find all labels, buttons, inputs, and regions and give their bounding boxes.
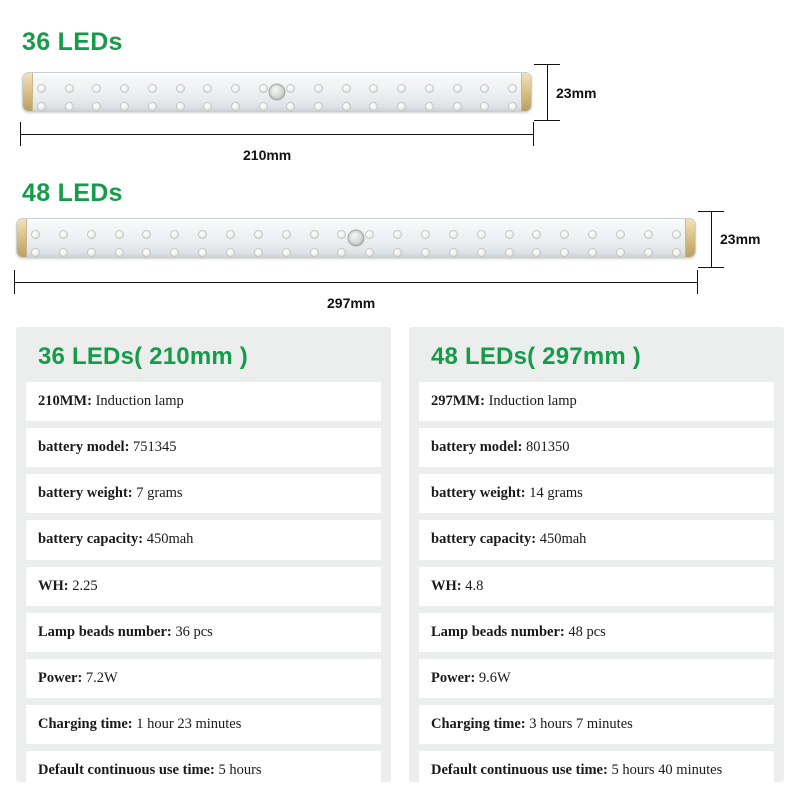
- diagram-title-36: 36 LEDs: [22, 28, 123, 56]
- length-dim-tick-right-48: [697, 270, 698, 294]
- spec-heading-36: 36 LEDs( 210mm ): [38, 343, 248, 370]
- led-dot: [203, 84, 212, 93]
- led-dot: [120, 84, 129, 93]
- led-dot: [365, 248, 374, 257]
- led-dot: [314, 102, 323, 111]
- length-dim-line-36: [20, 134, 534, 135]
- led-dot: [342, 102, 351, 111]
- led-dot: [31, 230, 40, 239]
- spec-row-value: 1 hour 23 minutes: [132, 715, 242, 732]
- spec-rows-48: [419, 382, 774, 790]
- spec-row-value: 9.6W: [475, 669, 511, 686]
- led-dot: [314, 84, 323, 93]
- spec-row-value: 801350: [522, 439, 570, 456]
- spec-rows-36: [26, 382, 381, 790]
- led-dot: [65, 102, 74, 111]
- spec-row-label: Charging time:: [431, 715, 526, 732]
- led-dot: [644, 248, 653, 257]
- spec-row: [26, 705, 381, 744]
- led-dot: [65, 84, 74, 93]
- spec-row-label: 210MM:: [38, 393, 92, 409]
- led-dot: [87, 248, 96, 257]
- led-dot: [198, 230, 207, 239]
- led-dot: [59, 230, 68, 239]
- led-dot: [92, 84, 101, 93]
- spec-row-value: 751345: [129, 439, 177, 456]
- led-dot: [282, 230, 291, 239]
- led-dot: [142, 248, 151, 257]
- led-dot: [508, 84, 517, 93]
- spec-row-label: Charging time:: [38, 715, 133, 732]
- led-dot: [254, 248, 263, 257]
- led-dot: [115, 230, 124, 239]
- led-dot: [369, 84, 378, 93]
- led-dot: [37, 102, 46, 111]
- spec-row: [419, 705, 774, 744]
- led-dot: [588, 230, 597, 239]
- led-dot: [449, 248, 458, 257]
- spec-row: [26, 428, 381, 467]
- led-dot: [421, 230, 430, 239]
- spec-row-label: WH:: [38, 577, 69, 594]
- led-dot: [588, 248, 597, 257]
- spec-row-label: battery capacity:: [431, 531, 537, 548]
- led-dot: [231, 102, 240, 111]
- spec-row: [26, 520, 381, 559]
- length-dim-tick-left-48: [14, 270, 15, 294]
- spec-panel-36: [16, 327, 391, 782]
- led-dot: [508, 102, 517, 111]
- led-dot: [421, 248, 430, 257]
- led-dot: [477, 230, 486, 239]
- led-dot: [92, 102, 101, 111]
- spec-row-value: 2.25: [68, 577, 98, 594]
- led-dot: [286, 102, 295, 111]
- spec-row: [26, 474, 381, 513]
- spec-row-label: WH:: [431, 577, 462, 594]
- length-dim-line-48: [14, 282, 698, 283]
- spec-row-value: 450mah: [536, 531, 587, 548]
- led-dot: [480, 84, 489, 93]
- led-dot: [226, 230, 235, 239]
- led-dot: [644, 230, 653, 239]
- spec-row: [419, 567, 774, 606]
- led-dot: [393, 248, 402, 257]
- motion-sensor-48: [348, 230, 365, 247]
- led-dot: [176, 84, 185, 93]
- length-dim-tick-left-36: [20, 122, 21, 146]
- led-dot: [505, 248, 514, 257]
- led-dot: [369, 102, 378, 111]
- spec-row-label: Lamp beads number:: [431, 623, 565, 640]
- height-label-48: 23mm: [720, 231, 761, 247]
- led-dot: [425, 102, 434, 111]
- led-dot: [449, 230, 458, 239]
- led-dot: [393, 230, 402, 239]
- spec-row-label: Default continuous use time:: [431, 762, 608, 778]
- lamp-bar-36: [22, 72, 532, 112]
- led-dot: [115, 248, 124, 257]
- led-dot: [37, 84, 46, 93]
- spec-row: [419, 613, 774, 652]
- led-dot: [310, 230, 319, 239]
- spec-row-value: Induction lamp: [484, 393, 577, 409]
- spec-row-value: Induction lamp: [91, 393, 184, 409]
- led-dot: [286, 84, 295, 93]
- led-dot: [532, 248, 541, 257]
- height-dim-tick-bottom-36: [534, 120, 560, 121]
- spec-row: [419, 520, 774, 559]
- spec-row-label: battery model:: [38, 439, 130, 456]
- led-dot: [198, 248, 207, 257]
- led-dot: [342, 84, 351, 93]
- led-dot: [148, 84, 157, 93]
- led-dot: [170, 248, 179, 257]
- spec-row-label: Lamp beads number:: [38, 623, 172, 640]
- led-dot: [254, 230, 263, 239]
- led-row-bottom-36: [37, 102, 517, 111]
- led-dot: [453, 102, 462, 111]
- spec-row-label: battery weight:: [38, 485, 133, 502]
- led-dot: [203, 102, 212, 111]
- length-label-48: 297mm: [327, 295, 376, 311]
- height-dim-tick-bottom-48: [698, 267, 724, 268]
- diagram-title-48: 48 LEDs: [22, 179, 123, 207]
- height-label-36: 23mm: [556, 85, 597, 101]
- height-dim-line-36: [547, 64, 548, 120]
- spec-row-label: Power:: [38, 669, 83, 686]
- height-dim-line-48: [711, 211, 712, 267]
- spec-row: [419, 751, 774, 790]
- led-dot: [231, 84, 240, 93]
- led-dot: [31, 248, 40, 257]
- led-dot: [560, 230, 569, 239]
- spec-row-label: Default continuous use time:: [38, 762, 215, 778]
- height-dim-tick-top-36: [534, 64, 560, 65]
- spec-row-label: Power:: [431, 669, 476, 686]
- spec-row-label: 297MM:: [431, 393, 485, 409]
- led-dot: [616, 248, 625, 257]
- led-dot: [259, 84, 268, 93]
- spec-heading-48: 48 LEDs( 297mm ): [431, 343, 641, 370]
- spec-row: [419, 659, 774, 698]
- spec-row: [26, 382, 381, 421]
- led-dot: [672, 230, 681, 239]
- led-dot: [282, 248, 291, 257]
- led-dot: [337, 248, 346, 257]
- spec-row: [419, 428, 774, 467]
- led-dot: [142, 230, 151, 239]
- length-label-36: 210mm: [243, 147, 292, 163]
- led-dot: [148, 102, 157, 111]
- spec-row-value: 3 hours 7 minutes: [525, 715, 633, 732]
- length-dim-tick-right-36: [533, 122, 534, 146]
- spec-row-value: 5 hours: [214, 762, 262, 778]
- spec-row-value: 7 grams: [132, 485, 183, 502]
- led-dot: [226, 248, 235, 257]
- led-dot: [532, 230, 541, 239]
- spec-row-value: 5 hours 40 minutes: [607, 762, 723, 778]
- motion-sensor-36: [269, 84, 286, 101]
- spec-row: [26, 751, 381, 790]
- led-dot: [59, 248, 68, 257]
- led-dot: [425, 84, 434, 93]
- led-row-bottom-48: [31, 248, 681, 257]
- spec-row: [419, 474, 774, 513]
- led-dot: [672, 248, 681, 257]
- spec-row: [26, 613, 381, 652]
- led-dot: [453, 84, 462, 93]
- height-dim-tick-top-48: [698, 211, 724, 212]
- led-dot: [310, 248, 319, 257]
- led-dot: [259, 102, 268, 111]
- spec-row-value: 48 pcs: [564, 623, 606, 640]
- lamp-bar-48: [16, 218, 696, 258]
- led-dot: [170, 230, 179, 239]
- led-dot: [397, 102, 406, 111]
- led-dot: [477, 248, 486, 257]
- led-dot: [337, 230, 346, 239]
- led-dot: [560, 248, 569, 257]
- led-dot: [176, 102, 185, 111]
- spec-row-value: 450mah: [143, 531, 194, 548]
- spec-row-label: battery weight:: [431, 485, 526, 502]
- spec-row-value: 4.8: [461, 577, 484, 594]
- spec-row: [26, 567, 381, 606]
- spec-panel-48: [409, 327, 784, 782]
- led-dot: [480, 102, 489, 111]
- led-dot: [120, 102, 129, 111]
- led-dot: [365, 230, 374, 239]
- spec-row-value: 36 pcs: [171, 623, 213, 640]
- spec-row-label: battery capacity:: [38, 531, 144, 548]
- spec-row-value: 7.2W: [82, 669, 118, 686]
- led-dot: [87, 230, 96, 239]
- spec-row: [26, 659, 381, 698]
- led-dot: [616, 230, 625, 239]
- led-dot: [397, 84, 406, 93]
- spec-row: [419, 382, 774, 421]
- led-dot: [505, 230, 514, 239]
- spec-row-label: battery model:: [431, 439, 523, 456]
- spec-row-value: 14 grams: [525, 485, 583, 502]
